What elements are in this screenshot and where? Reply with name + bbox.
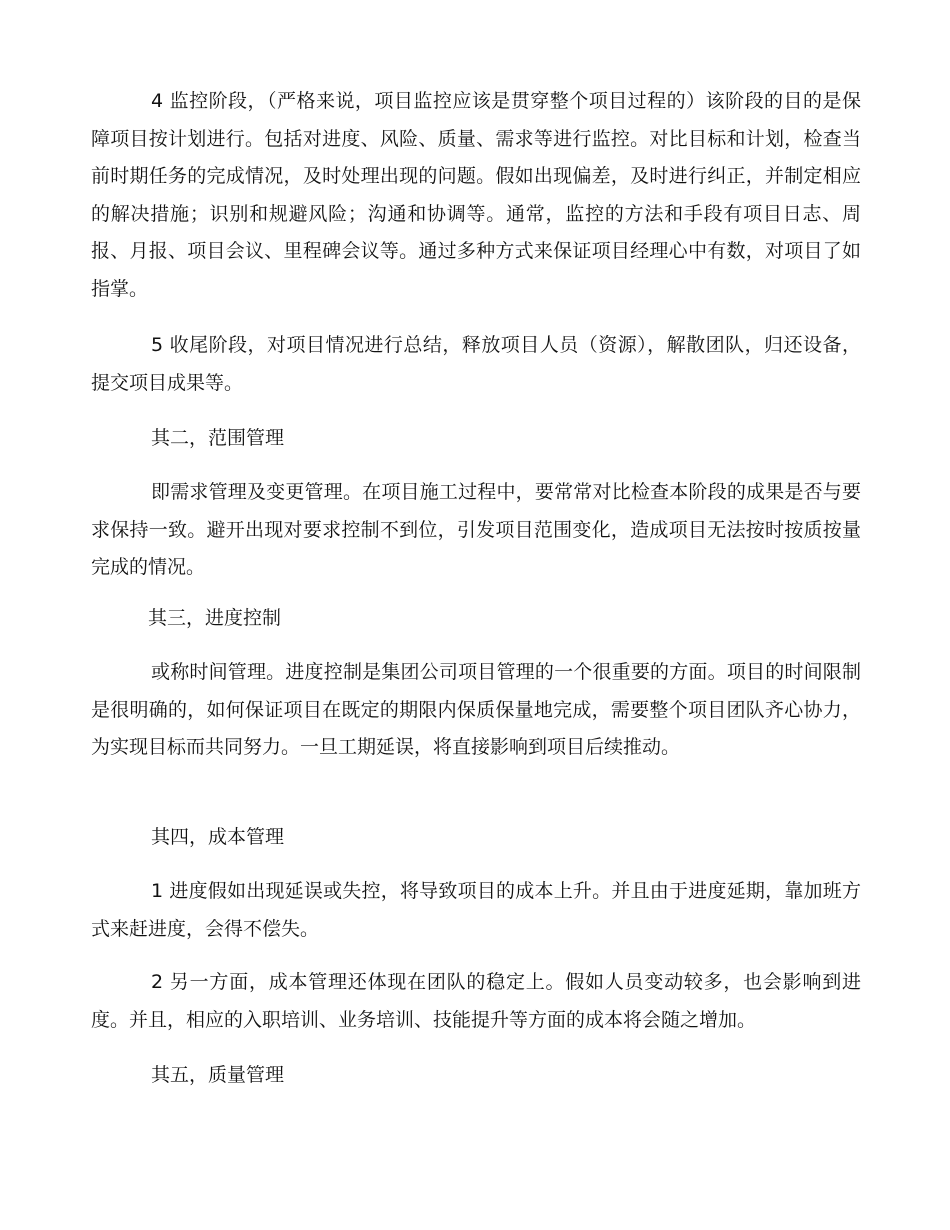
heading-quality-management: 其五，质量管理 <box>151 1064 285 1086</box>
paragraph-monitoring-phase: 4 监控阶段，（严格来说，项目监控应该是贯穿整个项目过程的）该阶段的目的是保障项目按计划进行。包括对进度、风险、质量、需求等进行监控。对比目标和计划，检查当前时期任务的完成情况，及时处理出现的问题。假如出现偏差，及时进行纠正，并制定相应的解决措施；识别和规避风险；沟通和协调等。通常，监控的方法和手段有项目日志、周报、月报、项目会议、里程碑会议等。通过多种方式来保证项目经理心中有数，对项目了如指掌。 <box>91 90 861 300</box>
paragraph-schedule-control: 或称时间管理。进度控制是集团公司项目管理的一个很重要的方面。项目的时间限制是很明确的，如何保证项目在既定的期限内保质保量地完成，需要整个项目团队齐心协力，为实现目标而共同努力。一旦工期延误，将直接影响到项目后续推动。 <box>91 661 861 758</box>
heading-schedule-control: 其三，进度控制 <box>148 607 282 629</box>
paragraph-scope-management: 即需求管理及变更管理。在项目施工过程中，要常常对比检查本阶段的成果是否与要求保持一致。避开出现对要求控制不到位，引发项目范围变化，造成项目无法按时按质按量完成的情况。 <box>91 481 861 578</box>
paragraph-cost-team: 2 另一方面，成本管理还体现在团队的稳定上。假如人员变动较多，也会影响到进度。并且，相应的入职培训、业务培训、技能提升等方面的成本将会随之增加。 <box>91 971 861 1031</box>
heading-cost-management: 其四，成本管理 <box>151 826 285 848</box>
paragraph-closing-phase: 5 收尾阶段，对项目情况进行总结，释放项目人员（资源），解散团队，归还设备，提交项目成果等。 <box>91 334 861 394</box>
heading-scope-management: 其二，范围管理 <box>151 427 285 449</box>
paragraph-cost-delay: 1 进度假如出现延误或失控，将导致项目的成本上升。并且由于进度延期，靠加班方式来赶进度，会得不偿失。 <box>91 880 861 940</box>
